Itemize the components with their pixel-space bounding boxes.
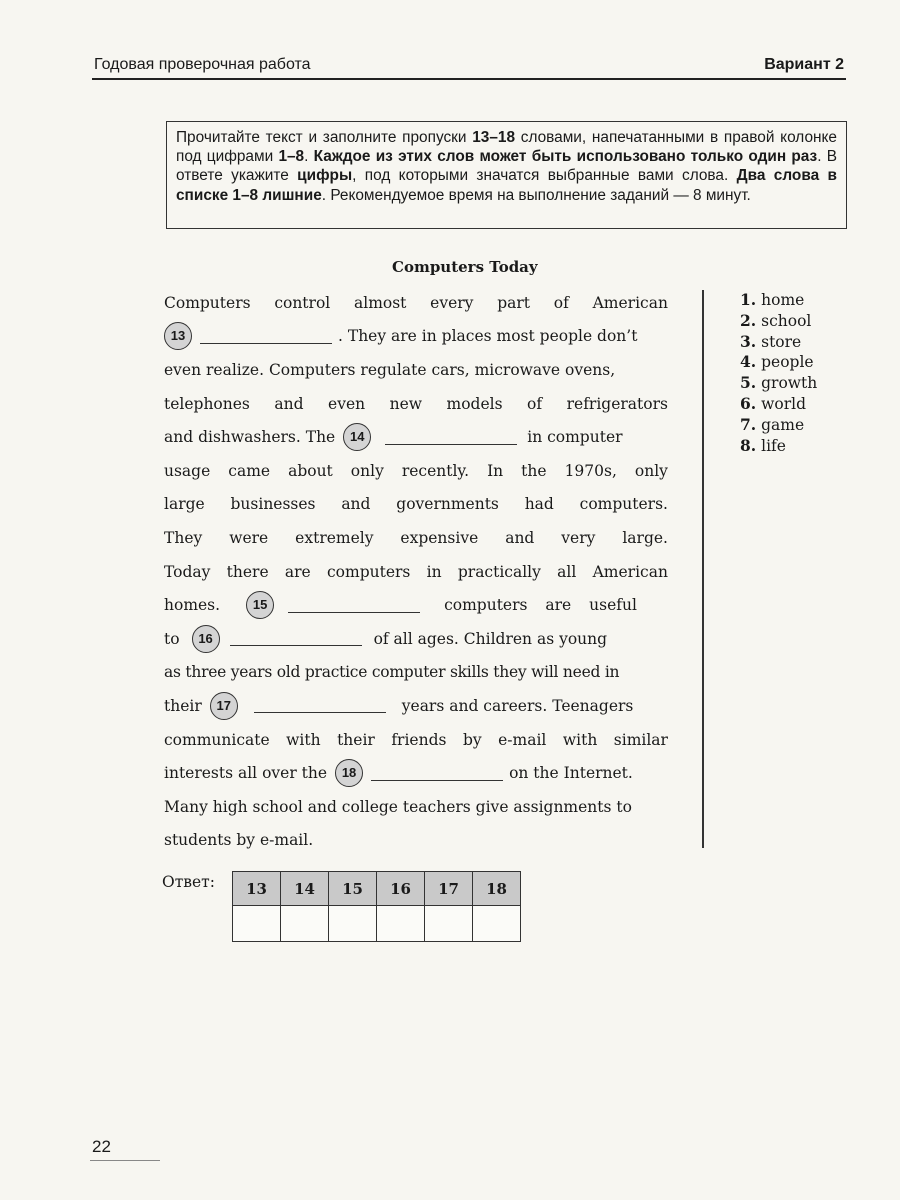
gap-15-blank[interactable] [288, 598, 420, 613]
answer-header-cell: 16 [377, 872, 425, 906]
word-number: 4. [740, 352, 757, 372]
gap-16-blank[interactable] [230, 631, 362, 646]
column-divider [702, 290, 704, 848]
work-title: Годовая проверочная работа [94, 56, 311, 73]
gap-17-blank[interactable] [254, 698, 386, 713]
gap-18-blank[interactable] [371, 766, 503, 781]
answer-cell-15[interactable] [329, 906, 377, 942]
word: of [527, 394, 543, 413]
word: large. [622, 528, 668, 547]
word: recently. [401, 461, 470, 480]
passage-line [164, 824, 668, 858]
word: came [228, 461, 271, 480]
word: and [274, 394, 304, 413]
word-option: game [761, 415, 805, 434]
instr-bold: Каждое из этих слов может быть использовано только один раз [313, 148, 818, 166]
word: businesses [230, 495, 316, 514]
word: American [592, 293, 668, 312]
variant-label: Вариант 2 [764, 56, 844, 73]
word: communicate [164, 730, 270, 749]
answer-cell-17[interactable] [425, 906, 473, 942]
word: e-mail [498, 730, 547, 749]
word-list-item [740, 311, 817, 332]
word-list-item [740, 352, 817, 373]
gap-number-badge: 14 [343, 423, 371, 451]
word: Computers [164, 293, 251, 312]
passage-line [164, 353, 668, 387]
word-list-item [740, 290, 817, 311]
word: of [553, 293, 569, 312]
word-number: 8. [740, 435, 757, 455]
gap-number-badge: 18 [335, 759, 363, 787]
passage [164, 286, 668, 857]
word-option: people [761, 353, 814, 372]
line-text: interests all over the [164, 764, 328, 783]
word: expensive [400, 528, 479, 547]
word: only [634, 461, 668, 480]
line-text: even realize. Computers regulate cars, microwave ovens, [164, 360, 616, 379]
word: their [337, 730, 375, 749]
word: part [497, 293, 531, 312]
word-number: 1. [740, 290, 757, 309]
word: practically [457, 562, 541, 581]
word: all [557, 562, 577, 581]
passage-line [164, 286, 668, 320]
instr-bold: 13–18 [472, 129, 516, 146]
word: They [164, 528, 203, 547]
word: in [426, 562, 442, 581]
answer-label: Ответ: [162, 873, 215, 891]
word: very [561, 528, 596, 547]
word: about [288, 461, 333, 480]
word-option: home [761, 291, 805, 309]
word-list-item [740, 415, 817, 436]
line-text: and dishwashers. The [164, 428, 336, 447]
word: were [229, 528, 269, 547]
passage-line [164, 488, 668, 522]
word-list [740, 290, 817, 456]
passage-line [164, 420, 668, 454]
word: similar [613, 730, 668, 749]
word: every [430, 293, 474, 312]
passage-line [164, 555, 668, 589]
word-number: 2. [740, 310, 757, 330]
word: usage [164, 461, 211, 480]
instructions-box [166, 121, 847, 229]
instr-text: . [304, 148, 314, 166]
word: only [350, 461, 384, 480]
line-text: of all ages. Children as young [373, 629, 608, 648]
passage-line [164, 656, 668, 690]
line-text: in computer [527, 428, 623, 447]
answer-header-cell: 13 [233, 872, 281, 906]
word: are [284, 562, 311, 581]
answer-table [232, 871, 521, 942]
passage-line [164, 622, 668, 656]
word-option: school [761, 311, 812, 330]
answer-header-cell: 18 [473, 872, 521, 906]
line-text: on the Internet. [509, 764, 633, 783]
line-text: as three years old practice computer skills they will need in [164, 663, 620, 682]
passage-line [164, 588, 668, 622]
instr-bold: 1–8 [278, 148, 305, 166]
passage-line [164, 790, 668, 824]
word: had [524, 495, 554, 514]
word: computers. [579, 495, 668, 514]
line-text: their [164, 696, 202, 715]
word: with [286, 730, 321, 749]
word: new [389, 394, 423, 413]
instr-bold: цифры [297, 167, 353, 185]
text-title: Computers Today [392, 258, 538, 276]
gap-number-badge: 13 [164, 322, 192, 350]
word: extremely [295, 528, 374, 547]
passage-line [164, 723, 668, 757]
line-text: . They are in places most people don’t [338, 327, 638, 346]
word-number: 3. [740, 331, 757, 351]
answer-header-cell: 14 [281, 872, 329, 906]
word: 1970s, [564, 461, 617, 480]
word: telephones [164, 394, 250, 413]
passage-line [164, 756, 668, 790]
answer-header-cell: 17 [425, 872, 473, 906]
word-list-item [740, 394, 817, 415]
page-number: 22 [92, 1137, 111, 1156]
word-list-item [740, 332, 817, 353]
word: almost [354, 293, 407, 312]
gap-13-blank[interactable] [200, 329, 332, 344]
instr-text: Прочитайте текст и заполните пропуски [176, 129, 473, 146]
word: and [341, 495, 371, 514]
answer-header-cell: 15 [329, 872, 377, 906]
word: even [328, 394, 366, 413]
word-option: life [761, 436, 786, 455]
word: with [562, 730, 598, 749]
passage-line [164, 454, 668, 488]
word-number: 6. [740, 393, 757, 413]
word: refrigerators [566, 394, 668, 413]
word: control [274, 293, 331, 312]
instr-text: , под которыми значатся выбранные вами слова. [352, 167, 737, 185]
word: by [462, 730, 482, 749]
gap-number-badge: 15 [246, 591, 274, 619]
passage-line [164, 387, 668, 421]
answer-cell-16[interactable] [377, 906, 425, 942]
instr-text: . В ответе укажите [176, 148, 837, 185]
answer-cell-14[interactable] [281, 906, 329, 942]
gap-14-blank[interactable] [385, 430, 517, 445]
instr-text: . Рекомендуемое время на выполнение заданий — 8 минут. [321, 186, 751, 204]
gap-number-badge: 16 [192, 625, 220, 653]
word: models [446, 394, 503, 413]
word: there [226, 562, 269, 581]
answer-header-row [233, 872, 521, 906]
line-text: homes. [164, 596, 221, 615]
word: In [487, 461, 504, 480]
instr-text: словами, напечатанными в правой колонке под цифрами [176, 129, 837, 166]
word-option: world [761, 394, 807, 413]
passage-line [164, 320, 668, 354]
word-number: 5. [740, 373, 757, 393]
word-list-item [740, 373, 817, 394]
word: and [505, 528, 535, 547]
line-text: students by e-mail. [164, 831, 314, 850]
word-number: 7. [740, 414, 757, 434]
word: American [592, 562, 668, 581]
word: computers [326, 562, 411, 581]
word: governments [396, 495, 499, 514]
passage-line [164, 689, 668, 723]
line-text: computers are useful [444, 596, 637, 615]
page-number-rule [90, 1160, 160, 1161]
word: large [164, 495, 205, 514]
word-option: store [761, 332, 802, 351]
line-text: years and careers. Teenagers [401, 696, 634, 715]
word-list-item [740, 436, 817, 457]
line-text: to [164, 629, 180, 648]
answer-entry-row [233, 906, 521, 942]
word-option: growth [761, 374, 818, 393]
line-text: Many high school and college teachers give assignments to [164, 797, 632, 816]
answer-cell-18[interactable] [473, 906, 521, 942]
gap-number-badge: 17 [210, 692, 238, 720]
word: friends [391, 730, 447, 749]
page-header [92, 54, 846, 80]
word: Today [164, 562, 211, 581]
passage-line [164, 521, 668, 555]
answer-cell-13[interactable] [233, 906, 281, 942]
word: the [521, 461, 547, 480]
instr-bold: Два слова в списке 1–8 лишние [176, 167, 837, 204]
